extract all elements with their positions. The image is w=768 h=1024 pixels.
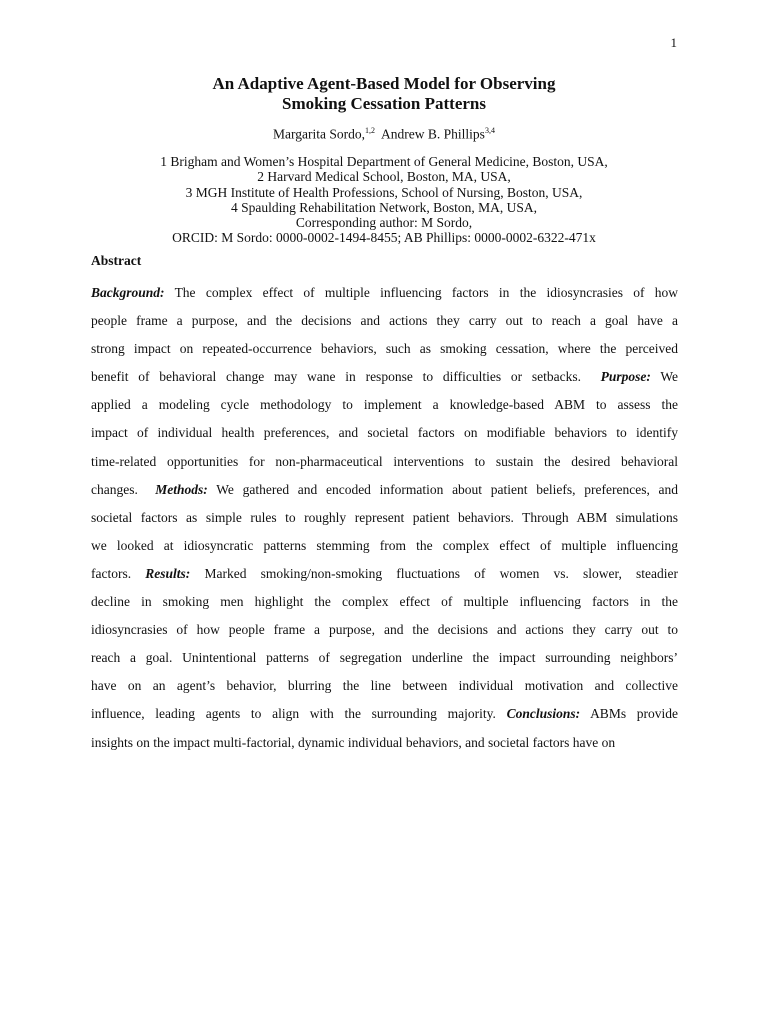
- abstract-line: societal factors as simple rules to roughly represent patient behaviors. Through ABM simulations: [91, 509, 678, 525]
- purpose-label: Purpose:: [600, 369, 651, 385]
- abstract-line: factors. Results: Marked smoking/non-smoking fluctuations of women vs. slower, steadier: [91, 565, 679, 581]
- abstract-line: people frame a purpose, and the decisions and actions they carry out to reach a goal have a: [91, 313, 678, 329]
- affiliation-line: 4 Spaulding Rehabilitation Network, Boston, MA, USA,: [231, 199, 537, 215]
- abstract-body: [91, 279, 678, 757]
- results-label: Results:: [145, 565, 191, 581]
- abstract-line: changes. Methods: We gathered and encoded information about patient beliefs, preferences, and: [91, 481, 679, 497]
- abstract-line: idiosyncrasies of how people frame a purpose, and the decisions and actions they carry out to: [91, 622, 678, 638]
- paper-title: [0, 74, 768, 114]
- abstract-line: have on an agent’s behavior, blurring the line between individual motivation and collective: [91, 678, 678, 694]
- abstract-line: applied a modeling cycle methodology to implement a knowledge-based ABM to assess the: [91, 397, 678, 413]
- page-number: 1: [670, 35, 677, 50]
- abstract-line: decline in smoking men highlight the complex effect of multiple influencing factors in the: [91, 594, 678, 610]
- affiliations-block: [0, 154, 768, 246]
- title-line-2: Smoking Cessation Patterns: [281, 94, 486, 113]
- abstract-heading: Abstract: [91, 253, 142, 268]
- author-list: [0, 126, 768, 143]
- corresponding-author: Corresponding author: M Sordo,: [295, 215, 473, 231]
- abstract-line: strong impact on repeated-occurrence behaviors, such as smoking cessation, where the perceived: [91, 341, 678, 357]
- abstract-line: reach a goal. Unintentional patterns of segregation underline the impact surrounding neighbors’: [91, 650, 678, 666]
- abstract-line: time-related opportunities for non-pharmaceutical interventions to sustain the desired behavioral: [91, 453, 678, 469]
- abstract-line: we looked at idiosyncratic patterns stemming from the complex effect of multiple influencing: [91, 537, 678, 553]
- orcid-line: ORCID: M Sordo: 0000-0002-1494-8455; AB Phillips: 0000-0002-6322-471x: [172, 230, 596, 246]
- author-1-name: Margarita Sordo,: [273, 126, 366, 142]
- title-line-1: An Adaptive Agent-Based Model for Observing: [212, 74, 556, 93]
- affiliation-line: 1 Brigham and Women’s Hospital Department of General Medicine, Boston, USA,: [160, 154, 608, 169]
- abstract-line: insights on the impact multi-factorial, dynamic individual behaviors, and societal factors have on: [91, 734, 616, 750]
- abstract-line: influence, leading agents to align with the surrounding majority. Conclusions: ABMs provide: [91, 706, 679, 722]
- author-2-affiliation-marks: 3,4: [484, 126, 495, 135]
- abstract-line: Background: The complex effect of multiple influencing factors in the idiosyncrasies of how: [91, 285, 679, 300]
- background-label: Background:: [91, 285, 165, 300]
- abstract-line: impact of individual health preferences, and societal factors on modifiable behaviors to identify: [91, 425, 678, 441]
- author-1-affiliation-marks: 1,2: [365, 126, 376, 135]
- methods-label: Methods:: [155, 481, 208, 497]
- author-2-name: Andrew B. Phillips: [381, 126, 485, 142]
- abstract-line: benefit of behavioral change may wane in response to difficulties or setbacks. Purpose: We: [91, 369, 679, 385]
- affiliation-line: 2 Harvard Medical School, Boston, MA, USA,: [257, 169, 511, 185]
- conclusions-label: Conclusions:: [506, 706, 581, 722]
- affiliation-line: 3 MGH Institute of Health Professions, School of Nursing, Boston, USA,: [185, 184, 583, 200]
